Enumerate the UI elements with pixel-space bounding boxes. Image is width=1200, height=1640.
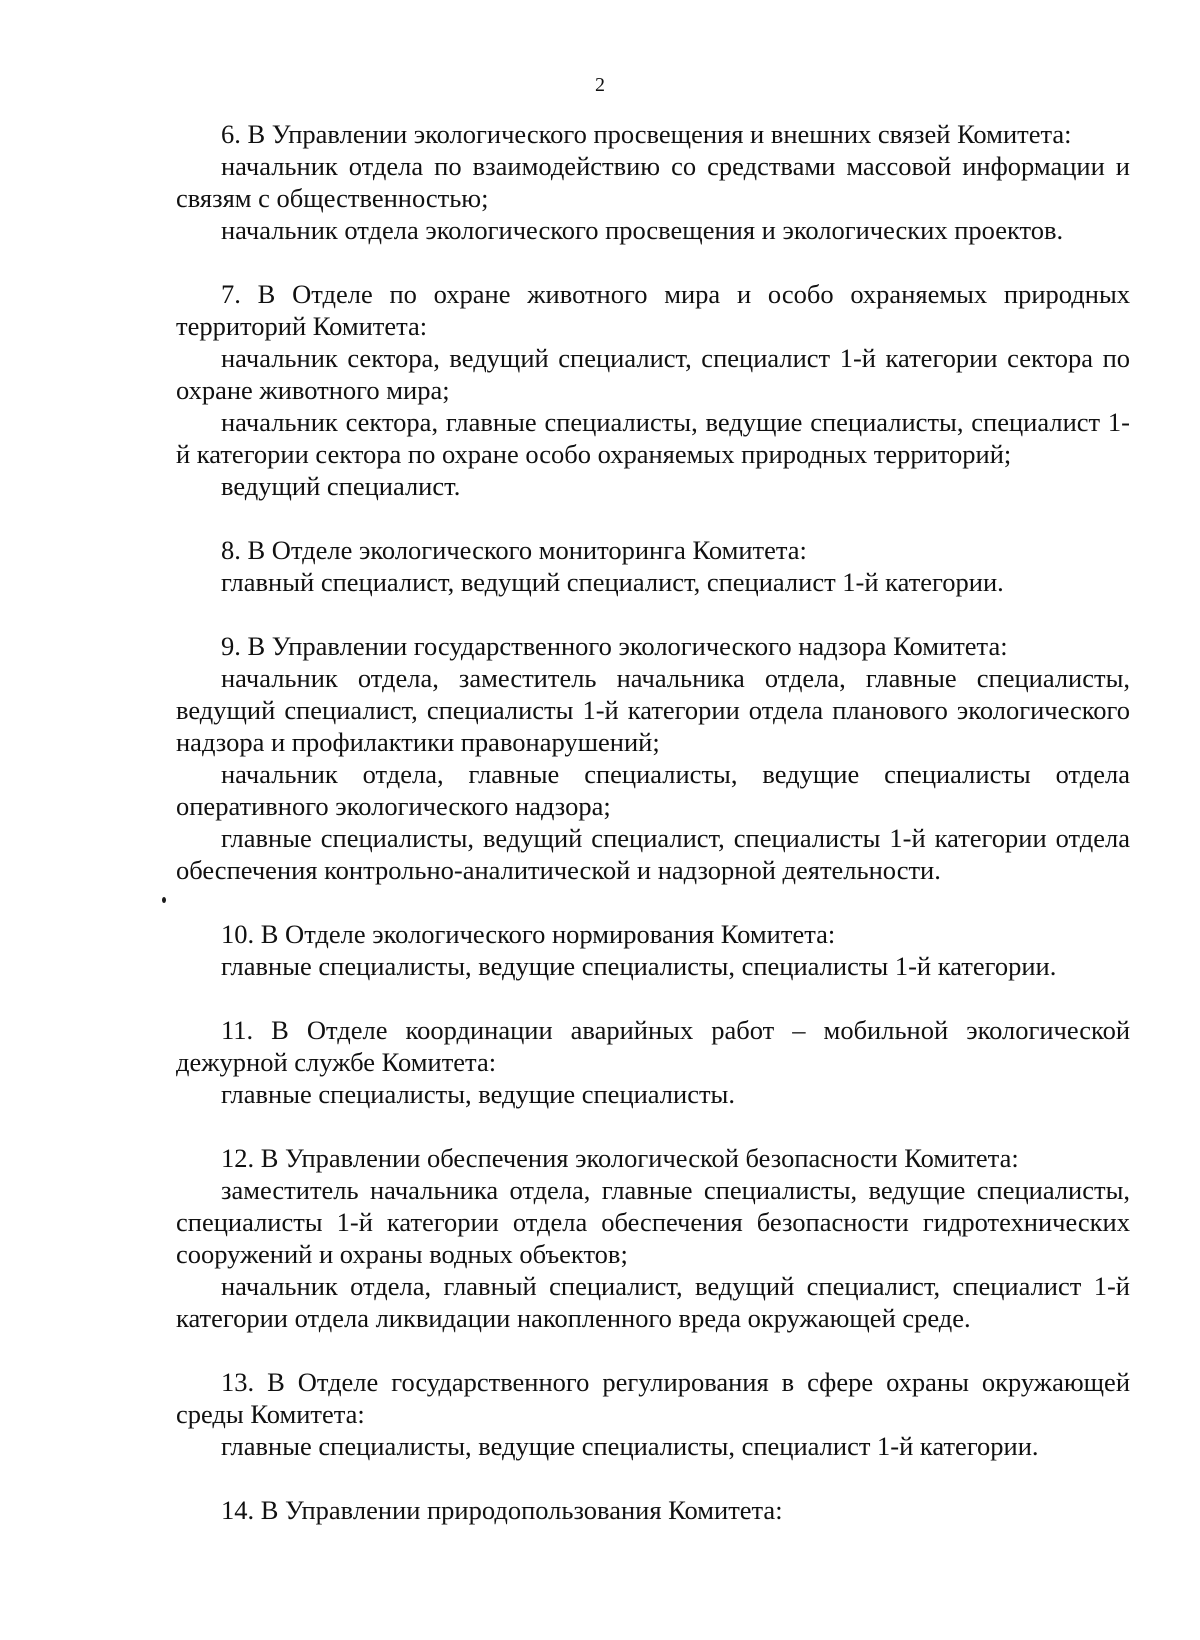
list-item: начальник отдела, заместитель начальника отдела, главные специалисты, ведущий специалист, специалисты 1-й категории отдела планового экологического надзора и профилактики правонарушений; bbox=[176, 663, 1130, 757]
list-item: главные специалисты, ведущие специалисты, специалисты 1-й категории. bbox=[221, 951, 1057, 981]
section-13 bbox=[176, 1366, 1130, 1462]
section-12 bbox=[176, 1142, 1130, 1334]
section-6 bbox=[176, 118, 1130, 246]
document-body bbox=[176, 118, 1130, 1526]
list-item: начальник отдела, главный специалист, ведущий специалист, специалист 1-й категории отдела ликвидации накопленного вреда окружающей среде. bbox=[176, 1271, 1130, 1333]
list-item: главные специалисты, ведущие специалисты. bbox=[221, 1079, 735, 1109]
section-8 bbox=[176, 534, 1130, 598]
list-item: начальник отдела по взаимодействию со средствами массовой информации и связям с общественностью; bbox=[176, 151, 1130, 213]
list-item: заместитель начальника отдела, главные специалисты, ведущие специалисты, специалисты 1-й категории отдела обеспечения безопасности гидротехнических сооружений и охраны водных объектов; bbox=[176, 1175, 1130, 1269]
section-heading: 9. В Управлении государственного экологического надзора Комитета: bbox=[221, 631, 1008, 661]
page-number: 2 bbox=[595, 74, 605, 96]
section-heading: 11. В Отделе координации аварийных работ – мобильной экологической дежурной службе Комитета: bbox=[176, 1015, 1130, 1077]
list-item: главный специалист, ведущий специалист, специалист 1-й категории. bbox=[221, 567, 1004, 597]
section-10 bbox=[176, 918, 1130, 982]
section-heading: 7. В Отделе по охране животного мира и особо охраняемых природных территорий Комитета: bbox=[176, 279, 1130, 341]
section-heading: 8. В Отделе экологического мониторинга Комитета: bbox=[221, 535, 807, 565]
section-7 bbox=[176, 278, 1130, 502]
section-14 bbox=[176, 1494, 1130, 1526]
section-9 bbox=[176, 630, 1130, 886]
scan-dot-mark bbox=[162, 897, 166, 903]
list-item: ведущий специалист. bbox=[221, 471, 461, 501]
section-11 bbox=[176, 1014, 1130, 1110]
list-item: начальник отдела, главные специалисты, ведущие специалисты отдела оперативного экологического надзора; bbox=[176, 759, 1130, 821]
list-item: начальник отдела экологического просвещения и экологических проектов. bbox=[221, 215, 1064, 245]
section-heading: 14. В Управлении природопользования Комитета: bbox=[221, 1495, 783, 1525]
section-heading: 6. В Управлении экологического просвещения и внешних связей Комитета: bbox=[221, 119, 1072, 149]
section-heading: 13. В Отделе государственного регулирования в сфере охраны окружающей среды Комитета: bbox=[176, 1367, 1130, 1429]
section-heading: 12. В Управлении обеспечения экологической безопасности Комитета: bbox=[221, 1143, 1019, 1173]
list-item: главные специалисты, ведущий специалист, специалисты 1-й категории отдела обеспечения контрольно-аналитической и надзорной деятельности. bbox=[176, 823, 1130, 885]
list-item: начальник сектора, ведущий специалист, специалист 1-й категории сектора по охране животного мира; bbox=[176, 343, 1130, 405]
section-heading: 10. В Отделе экологического нормирования Комитета: bbox=[221, 919, 836, 949]
list-item: начальник сектора, главные специалисты, ведущие специалисты, специалист 1-й категории сектора по охране особо охраняемых природных территорий; bbox=[176, 407, 1130, 469]
list-item: главные специалисты, ведущие специалисты, специалист 1-й категории. bbox=[221, 1431, 1039, 1461]
